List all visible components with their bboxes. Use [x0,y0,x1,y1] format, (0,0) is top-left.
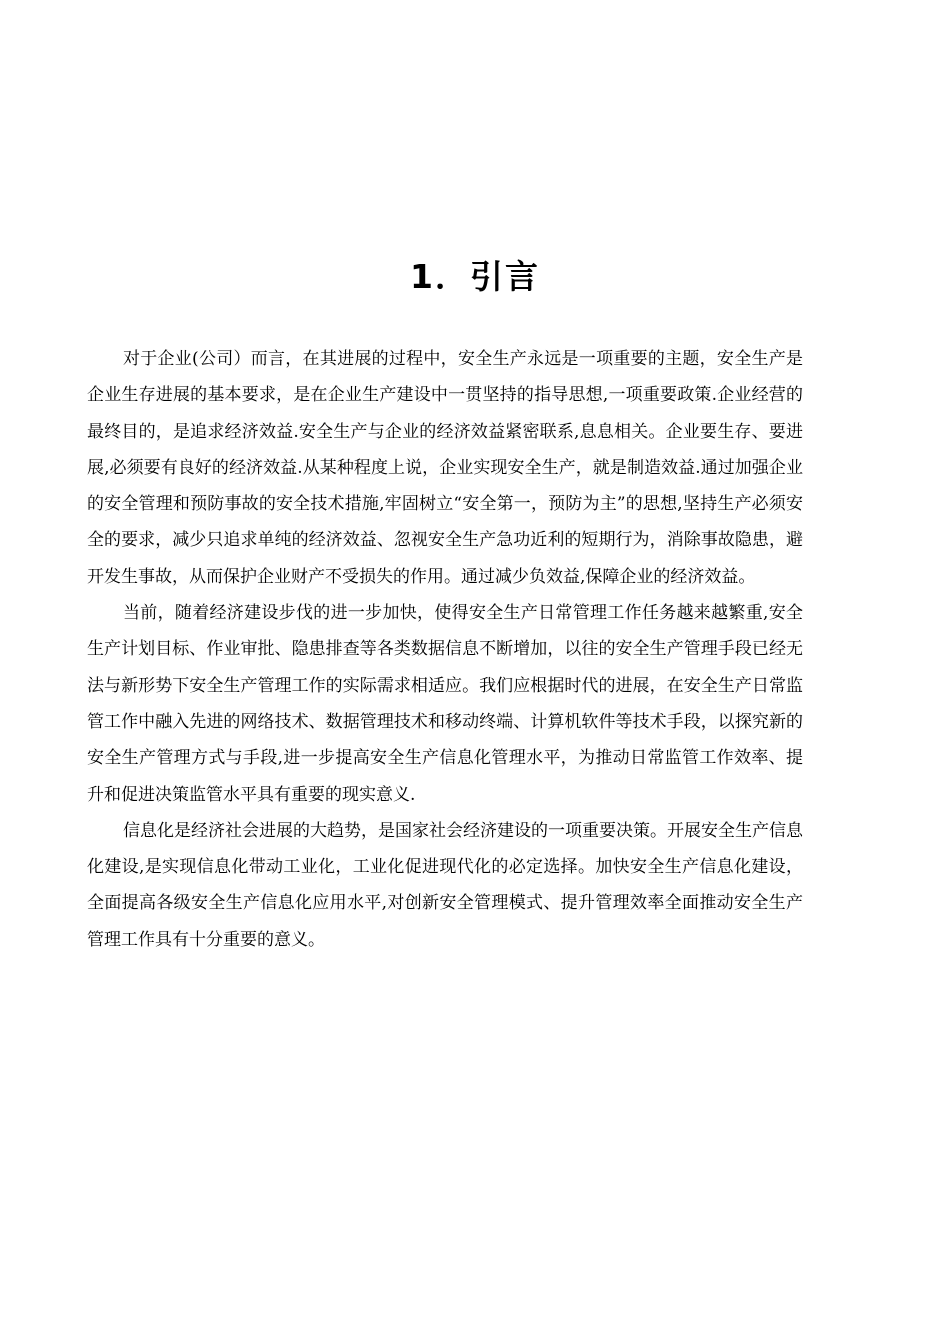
paragraph-1: 对于企业(公司）而言，在其进展的过程中，安全生产永远是一项重要的主题，安全生产是企业生存进展的基本要求，是在企业生产建设中一贯坚持的指导思想,一项重要政策.企业经营的最终目的，是追求经济效益.安全生产与企业的经济效益紧密联系,息息相关。企业要生存、要进展,必须要有良好的经济效益.从某种程度上说，企业实现安全生产，就是制造效益.通过加强企业的安全管理和预防事故的安全技术措施,牢固树立“安全第一，预防为主”的思想,坚持生产必须安全的要求，减少只追求单纯的经济效益、忽视安全生产急功近利的短期行为，消除事故隐患，避开发生事故，从而保护企业财产不受损失的作用。通过减少负效益,保障企业的经济效益。 [87,349,803,587]
paragraph-2: 当前，随着经济建设步伐的进一步加快，使得安全生产日常管理工作任务越来越繁重,安全生产计划目标、作业审批、隐患排查等各类数据信息不断增加，以往的安全生产管理手段已经无法与新形势下安全生产管理工作的实际需求相适应。我们应根据时代的进展，在安全生产日常监管工作中融入先进的网络技术、数据管理技术和移动终端、计算机软件等技术手段，以探究新的安全生产管理方式与手段,进一步提高安全生产信息化管理水平，为推动日常监管工作效率、提升和促进决策监管水平具有重要的现实意义. [87,603,803,805]
paragraph-3: 信息化是经济社会进展的大趋势，是国家社会经济建设的一项重要决策。开展安全生产信息化建设,是实现信息化带动工业化，工业化促进现代化的必定选择。加快安全生产信息化建设，全面提高各级安全生产信息化应用水平,对创新安全管理模式、提升管理效率全面推动安全生产管理工作具有十分重要的意义。 [87,820,803,950]
body-text [87,341,803,958]
section-title: 1．引言 [410,257,540,296]
